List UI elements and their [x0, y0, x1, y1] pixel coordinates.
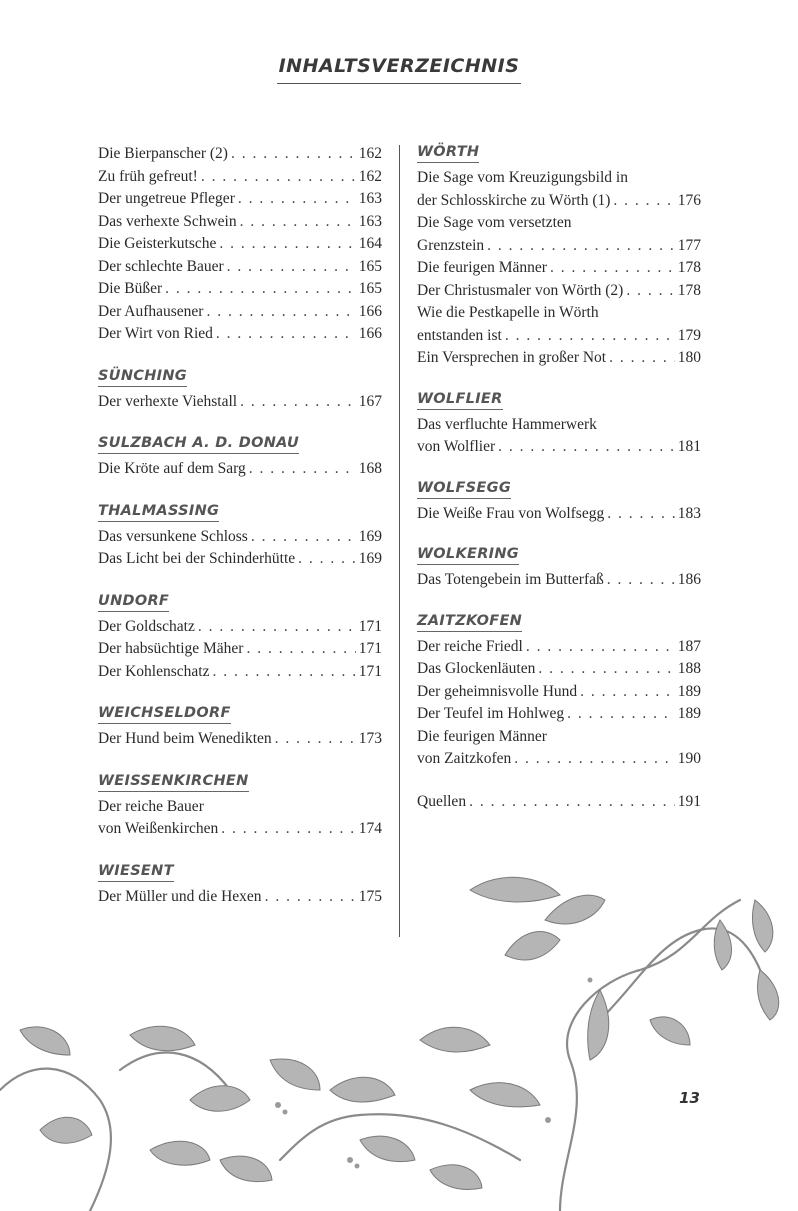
toc-right-column	[417, 143, 701, 833]
entry-row	[417, 636, 701, 659]
entry-row	[98, 638, 382, 661]
entry-title: Der habsüchtige Mäher	[98, 640, 244, 657]
dot-leader	[216, 323, 356, 346]
entry-row	[98, 391, 382, 414]
toc-entry[interactable]	[417, 503, 701, 526]
entry-row	[417, 347, 701, 370]
dot-leader	[298, 548, 356, 571]
entry-row	[417, 503, 701, 526]
dot-leader	[246, 638, 355, 661]
entry-page-number: 164	[358, 235, 382, 252]
entry-title-line: Der reiche Bauer	[98, 797, 204, 815]
entry-page-number: 179	[677, 326, 701, 344]
dot-leader	[206, 301, 355, 324]
entry-row	[417, 190, 701, 213]
entry-title-line: Die Sage vom versetzten	[417, 214, 572, 231]
toc-entry[interactable]	[417, 414, 701, 459]
entry-row	[98, 661, 382, 684]
section-heading: SULZBACH A. D. DONAU	[98, 435, 299, 454]
entry-row	[417, 569, 701, 592]
dot-leader	[219, 233, 355, 256]
entry-row	[98, 616, 382, 639]
toc-section-weissenkirchen	[98, 772, 382, 841]
dot-leader	[240, 211, 356, 234]
dot-leader	[626, 280, 674, 303]
entry-row	[417, 658, 701, 681]
botanical-vine-illustration	[0, 860, 798, 1211]
toc-entry[interactable]	[98, 796, 382, 841]
toc-entry[interactable]	[98, 166, 382, 189]
toc-entry[interactable]	[98, 616, 382, 639]
entry-row	[98, 211, 382, 234]
section-heading: ZAITZKOFEN	[417, 613, 522, 632]
entry-row	[98, 278, 382, 301]
entry-title: Die feurigen Männer	[417, 259, 547, 276]
entry-row	[417, 280, 701, 303]
entry-title: Ein Versprechen in großer Not	[417, 349, 607, 366]
entry-title: Grenzstein	[417, 236, 485, 254]
toc-section	[98, 143, 382, 346]
entry-title: von Wolflier	[417, 438, 496, 455]
entry-title: Das Totengebein im Butterfaß	[417, 571, 604, 588]
toc-entry[interactable]	[417, 302, 701, 347]
entry-page-number: 173	[358, 730, 382, 747]
entry-title: Zu früh gefreut!	[98, 167, 198, 185]
toc-section-su-nching	[98, 367, 382, 414]
dot-leader	[165, 278, 356, 301]
entry-page-number: 183	[677, 504, 701, 522]
toc-entry[interactable]	[417, 212, 701, 257]
toc-entry[interactable]	[417, 347, 701, 370]
entry-row	[98, 256, 382, 279]
dot-leader	[607, 503, 675, 526]
dot-leader	[201, 166, 356, 189]
dot-leader	[469, 791, 675, 814]
entry-title: Die Weiße Frau von Wolfsegg	[417, 504, 605, 522]
entry-title: Der Wirt von Ried	[98, 325, 213, 342]
entry-row	[98, 143, 382, 166]
toc-entry[interactable]	[98, 638, 382, 661]
entry-row	[98, 458, 382, 481]
entry-row	[417, 681, 701, 704]
entry-title: Der Kohlenschatz	[98, 662, 210, 680]
toc-entry[interactable]	[98, 458, 382, 481]
entry-page-number: 171	[358, 640, 382, 657]
entry-row	[98, 301, 382, 324]
toc-entry[interactable]	[417, 658, 701, 681]
toc-entry[interactable]	[98, 211, 382, 234]
entry-title: von Weißenkirchen	[98, 820, 219, 837]
entry-title: Die Kröte auf dem Sarg	[98, 460, 246, 477]
section-heading: WOLFLIER	[417, 391, 503, 410]
toc-entry[interactable]	[417, 280, 701, 303]
toc-entry[interactable]	[98, 301, 382, 324]
entry-title: der Schlosskirche zu Wörth (1)	[417, 191, 611, 209]
toc-section-zaitzkofen	[417, 612, 701, 771]
entry-page-number: 165	[358, 280, 382, 297]
entry-row	[98, 728, 382, 751]
entry-title-line: Wie die Pestkapelle in Wörth	[417, 304, 599, 321]
toc-entry[interactable]	[417, 703, 701, 726]
toc-entry[interactable]	[98, 728, 382, 751]
toc-entry[interactable]	[98, 233, 382, 256]
entry-row	[98, 818, 382, 841]
toc-entry[interactable]	[417, 636, 701, 659]
entry-page-number: 175	[358, 887, 382, 905]
entry-page-number: 166	[358, 302, 382, 320]
entry-row	[98, 526, 382, 549]
page-title-wrap	[0, 55, 798, 84]
entry-page-number: 163	[358, 190, 382, 207]
dot-leader	[505, 325, 675, 348]
toc-entry[interactable]	[98, 278, 382, 301]
entry-page-number: 165	[358, 257, 382, 275]
toc-section-weichseldorf	[98, 704, 382, 751]
dot-leader	[538, 658, 674, 681]
entry-title: Quellen	[417, 792, 467, 810]
entry-page-number: 169	[358, 550, 382, 567]
entry-title: Der Müller und die Hexen	[98, 887, 262, 905]
toc-section-sulzbach-a-d-donau	[98, 434, 382, 481]
dot-leader	[221, 818, 355, 841]
entry-title: Die Bierpanscher (2)	[98, 145, 228, 162]
dot-leader	[487, 235, 675, 258]
entry-row	[417, 703, 701, 726]
entry-page-number: 169	[358, 527, 382, 545]
entry-row	[98, 233, 382, 256]
entry-title: Der verhexte Viehstall	[98, 392, 238, 410]
dot-leader	[227, 256, 356, 279]
section-heading: WOLKERING	[417, 546, 519, 565]
toc-section-wolfsegg	[417, 479, 701, 526]
entry-title: Das verhexte Schwein	[98, 212, 237, 230]
entry-row	[417, 325, 701, 348]
entry-page-number: 176	[677, 191, 701, 209]
entry-title: Das Licht bei der Schinderhütte	[98, 550, 296, 567]
dot-leader	[238, 188, 356, 211]
dot-leader	[567, 703, 675, 726]
entry-row	[98, 323, 382, 346]
entry-page-number: 178	[677, 259, 701, 276]
section-heading: WOLFSEGG	[417, 480, 511, 499]
section-heading: UNDORF	[98, 593, 169, 612]
toc-entry[interactable]	[98, 188, 382, 211]
dot-leader	[212, 661, 355, 684]
page-title: INHALTSVERZEICHNIS	[277, 55, 522, 84]
entry-row	[98, 188, 382, 211]
entry-page-number: 188	[677, 660, 701, 677]
entry-title: Der ungetreue Pfleger	[98, 190, 235, 207]
toc-section-wolkering	[417, 545, 701, 592]
entry-page-number: 171	[358, 662, 382, 680]
entry-row	[98, 548, 382, 571]
dot-leader	[498, 436, 675, 459]
entry-title: Der geheimnisvolle Hund	[417, 682, 578, 700]
section-heading: THALMASSING	[98, 503, 219, 522]
dot-leader	[580, 681, 675, 704]
dot-leader	[514, 748, 674, 771]
entry-title: Der Christusmaler von Wörth (2)	[417, 281, 624, 299]
entry-row	[417, 235, 701, 258]
dot-leader	[275, 728, 356, 751]
entry-page-number: 162	[358, 145, 382, 162]
entry-page-number: 189	[677, 705, 701, 722]
toc-entry[interactable]	[98, 256, 382, 279]
entry-title: von Zaitzkofen	[417, 750, 512, 767]
entry-row	[417, 748, 701, 771]
dot-leader	[550, 257, 675, 280]
dot-leader	[240, 391, 356, 414]
entry-page-number: 166	[358, 325, 382, 342]
entry-page-number: 191	[677, 792, 701, 810]
entry-page-number: 186	[677, 571, 701, 588]
entry-title: Das versunkene Schloss	[98, 527, 248, 545]
entry-page-number: 168	[358, 460, 382, 477]
toc-section-thalmassing	[98, 502, 382, 571]
toc-left-column	[98, 143, 382, 929]
entry-page-number: 163	[358, 212, 382, 230]
toc-section-undorf	[98, 592, 382, 684]
toc-entry[interactable]	[417, 257, 701, 280]
toc-section-wo-rth	[417, 143, 701, 370]
dot-leader	[198, 616, 356, 639]
entry-page-number: 162	[358, 167, 382, 185]
section-heading: SÜNCHING	[98, 368, 187, 387]
entry-row	[417, 257, 701, 280]
section-heading: WÖRTH	[417, 144, 479, 163]
entry-page-number: 181	[677, 438, 701, 455]
section-heading: WEISSENKIRCHEN	[98, 773, 249, 792]
toc-section	[417, 791, 701, 814]
entry-page-number: 187	[677, 637, 701, 655]
entry-title: Das Glockenläuten	[417, 660, 536, 677]
dot-leader	[613, 190, 674, 213]
entry-title-line: Die Sage vom Kreuzigungsbild in	[417, 169, 628, 186]
entry-page-number: 189	[677, 682, 701, 700]
entry-title: Der Goldschatz	[98, 617, 195, 635]
dot-leader	[249, 458, 356, 481]
toc-entry[interactable]	[98, 548, 382, 571]
toc-entry[interactable]	[417, 681, 701, 704]
toc-entry[interactable]	[98, 391, 382, 414]
section-heading: WEICHSELDORF	[98, 705, 231, 724]
entry-title: Die Büßer	[98, 280, 163, 297]
entry-title-line: Die feurigen Männer	[417, 727, 547, 745]
toc-entry[interactable]	[417, 726, 701, 771]
entry-title: entstanden ist	[417, 326, 502, 344]
dot-leader	[526, 636, 675, 659]
toc-entry[interactable]	[98, 143, 382, 166]
entry-page-number: 174	[358, 820, 382, 837]
entry-title-line: Das verfluchte Hammerwerk	[417, 415, 597, 433]
page-number: 13	[679, 1089, 700, 1107]
toc-entry[interactable]	[417, 791, 701, 814]
dot-leader	[609, 347, 675, 370]
column-divider	[399, 145, 400, 937]
entry-title: Die Geisterkutsche	[98, 235, 217, 252]
section-heading: WIESENT	[98, 863, 174, 882]
entry-row	[417, 791, 701, 814]
entry-page-number: 178	[677, 281, 701, 299]
entry-title: Der reiche Friedl	[417, 637, 523, 655]
entry-page-number: 177	[677, 236, 701, 254]
toc-entry[interactable]	[417, 569, 701, 592]
entry-page-number: 171	[358, 617, 382, 635]
toc-entry[interactable]	[98, 526, 382, 549]
toc-section-wolflier	[417, 390, 701, 459]
entry-page-number: 167	[358, 392, 382, 410]
entry-title: Der Aufhausener	[98, 302, 204, 320]
entry-page-number: 190	[677, 750, 701, 767]
entry-title: Der Hund beim Wenedikten	[98, 730, 272, 747]
toc-entry[interactable]	[98, 323, 382, 346]
entry-page-number: 180	[677, 349, 701, 366]
entry-row	[98, 166, 382, 189]
dot-leader	[251, 526, 356, 549]
toc-entry[interactable]	[98, 661, 382, 684]
toc-entry[interactable]	[417, 167, 701, 212]
entry-title: Der Teufel im Hohlweg	[417, 705, 565, 722]
dot-leader	[607, 569, 675, 592]
entry-row	[417, 436, 701, 459]
dot-leader	[231, 143, 356, 166]
entry-title: Der schlechte Bauer	[98, 257, 224, 275]
